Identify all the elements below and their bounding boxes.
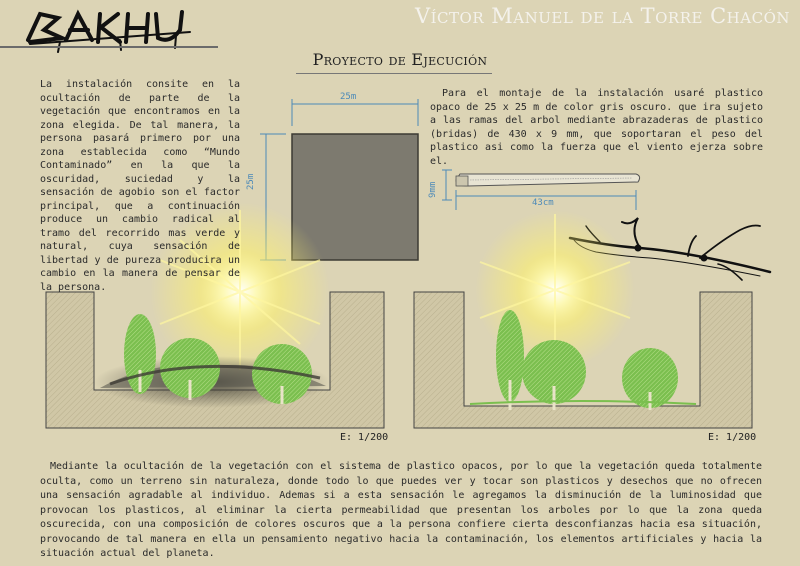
- bridle-height-dimension: [442, 170, 452, 200]
- page-title: Proyecto de Ejecución: [312, 50, 488, 69]
- plastic-height-label: 25m: [246, 173, 256, 190]
- section-scale-right: E: 1/200: [708, 432, 757, 443]
- bridle-height-label: 9mm: [428, 181, 438, 198]
- intro-paragraph: La instalación consite en la ocultación de parte de la vegetación que encontramos en la zona elegida. De tal manera, la persona pasará primero por una zona establecida como “Mundo Contaminado” en la que la oscuridad, suciedad y la sensación de agobio son el factor principal, que a continuación produce un cambio radical al tramo del recorrido mas verde y natural, cuya sensación de libertad y de pureza producira un cambio en la manera de pensar de la persona.: [40, 79, 240, 293]
- section-scale-left: E: 1/200: [340, 432, 389, 443]
- conclusion-paragraph: Mediante la ocultación de la vegetación con el sistema de plastico opacos, por lo que la vegetación queda totalmente oculta, como un terreno sin naturaleza, donde todo lo que puedes ver y tocar son plasticos y desechos que no ofrecen una sensación agradable al individuo. Ademas si a esta sensación le agregamos la disminución de la luminosidad que provocan los plasticos, al eliminar la cierta permeabilidad que presentan los arboles por lo que la zona queda oscurecida, con una composición de colores oscuros que a la persona confiere cierta desconfianzas hacia esa situación, provocando de tal manera en ella un pensamiento negativo hacia la contaminación, los elementos artificiales y hacia la situación actual del planeta.: [40, 461, 762, 559]
- bridle-length-label: 43cm: [532, 198, 554, 208]
- cable-tie: [456, 174, 640, 186]
- title-underline: [296, 73, 492, 74]
- header-divider: [0, 46, 218, 48]
- mounting-paragraph: Para el montaje de la instalación usaré plastico opaco de 25 x 25 m de color gris oscuro. que ira sujeto a las ramas del arbol mediante abrazaderas de plastico (bridas) de 430 x 9 mm, que soportaran el peso del plastico asi como la fuerza que el viento ejerza sobre el.: [430, 88, 763, 167]
- author-name: Víctor Manuel de la Torre Chacón: [414, 4, 790, 28]
- plastic-width-dimension: [292, 99, 418, 126]
- plastic-width-label: 25m: [340, 92, 357, 102]
